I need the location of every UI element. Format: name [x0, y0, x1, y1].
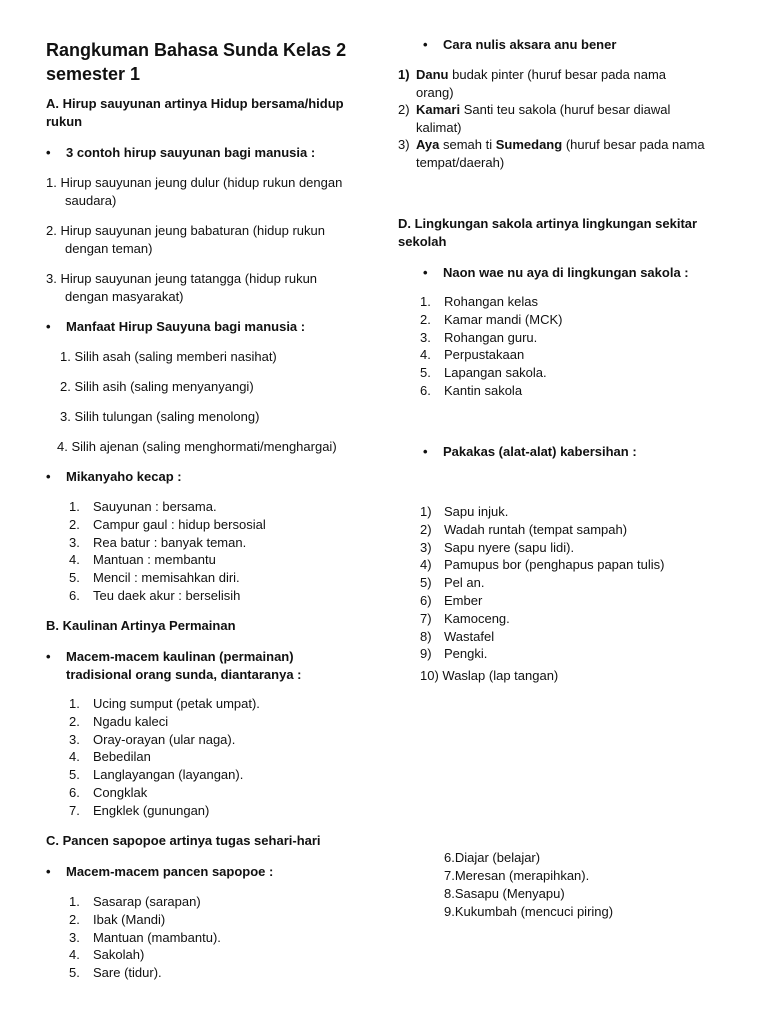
pakakas-item-10: 10) Waslap (lap tangan) — [420, 668, 559, 683]
bullet-text: Manfaat Hirup Sauyuna bagi manusia : — [66, 319, 306, 334]
bullet-text: Cara nulis aksara anu bener — [443, 37, 617, 52]
pancen-cont-6: 6.Diajar (belajar) — [444, 850, 541, 865]
aksara-text: Kamari Santi teu sakola (huruf besar diawal — [416, 102, 671, 117]
aksara-item-3 — [398, 136, 738, 172]
section-a-heading-line2: rukun — [46, 114, 83, 129]
example-1-cont: saudara) — [65, 193, 117, 208]
example-2: 2. Hirup sauyunan jeung babaturan (hidup rukun — [46, 223, 325, 238]
bullet-text: 3 contoh hirup sauyunan bagi manusia : — [66, 145, 316, 160]
bullet-dot: • — [46, 469, 51, 484]
pancen-cont-8: 8.Sasapu (Menyapu) — [444, 886, 565, 901]
aksara-text-line2: tempat/daerah) — [416, 155, 505, 170]
bullet-lingkungan — [423, 264, 743, 282]
example-2-cont: dengan teman) — [65, 241, 153, 256]
pancen-cont-7: 7.Meresan (merapihkan). — [444, 868, 590, 883]
bullet-dot: • — [46, 864, 51, 879]
aksara-text-line2: kalimat) — [416, 120, 462, 135]
manfaat-item-1: 1. Silih asah (saling memberi nasihat) — [60, 349, 277, 364]
bullet-dot: • — [46, 649, 51, 664]
bullet-contoh — [46, 144, 376, 162]
aksara-item-1 — [398, 66, 738, 102]
aksara-num: 2) — [398, 102, 410, 117]
aksara-text: Danu budak pinter (huruf besar pada nama — [416, 67, 667, 82]
example-3-cont: dengan masyarakat) — [65, 289, 184, 304]
section-d-heading: D. Lingkungan sakola artinya lingkungan sekitar — [398, 216, 698, 231]
manfaat-item-3: 3. Silih tulungan (saling menolong) — [60, 409, 260, 424]
page-title-line2: semester 1 — [46, 64, 141, 84]
bullet-text: Mikanyaho kecap : — [66, 469, 182, 484]
aksara-text-line2: orang) — [416, 85, 454, 100]
bullet-dot: • — [423, 265, 428, 280]
example-1: 1. Hirup sauyunan jeung dulur (hidup rukun dengan — [46, 175, 343, 190]
bullet-text: Naon wae nu aya di lingkungan sakola : — [443, 265, 689, 280]
bullet-text: Macem-macem pancen sapopoe : — [66, 864, 274, 879]
bullet-kaulinan — [46, 648, 376, 684]
section-b-heading: B. Kaulinan Artinya Permainan — [46, 618, 236, 633]
aksara-num: 3) — [398, 137, 410, 152]
section-d-heading-line2: sekolah — [398, 234, 447, 249]
bullet-pakakas — [423, 443, 743, 461]
section-c-heading: C. Pancen sapopoe artinya tugas sehari-hari — [46, 833, 321, 848]
manfaat-item-4: 4. Silih ajenan (saling menghormati/menghargai) — [57, 439, 337, 454]
bullet-pancen — [46, 863, 376, 881]
aksara-text: Aya semah ti Sumedang (huruf besar pada nama — [416, 137, 705, 152]
aksara-num: 1) — [398, 67, 410, 82]
bullet-kecap — [46, 468, 376, 486]
section-a-heading: A. Hirup sauyunan artinya Hidup bersama/hidup — [46, 96, 344, 111]
bullet-dot: • — [423, 37, 428, 52]
bullet-dot: • — [46, 319, 51, 334]
pancen-cont-9: 9.Kukumbah (mencuci piring) — [444, 904, 614, 919]
page-title: Rangkuman Bahasa Sunda Kelas 2 — [46, 40, 347, 60]
bullet-dot: • — [46, 145, 51, 160]
bullet-dot: • — [423, 444, 428, 459]
bullet-manfaat — [46, 318, 376, 336]
example-3: 3. Hirup sauyunan jeung tatangga (hidup rukun — [46, 271, 318, 286]
aksara-item-2 — [398, 101, 738, 137]
manfaat-item-2: 2. Silih asih (saling menyanyangi) — [60, 379, 254, 394]
bullet-text-line2: tradisional orang sunda, diantaranya : — [66, 667, 302, 682]
bullet-aksara — [423, 36, 743, 54]
bullet-text: Macem-macem kaulinan (permainan) — [66, 649, 294, 664]
bullet-text: Pakakas (alat-alat) kabersihan : — [443, 444, 637, 459]
